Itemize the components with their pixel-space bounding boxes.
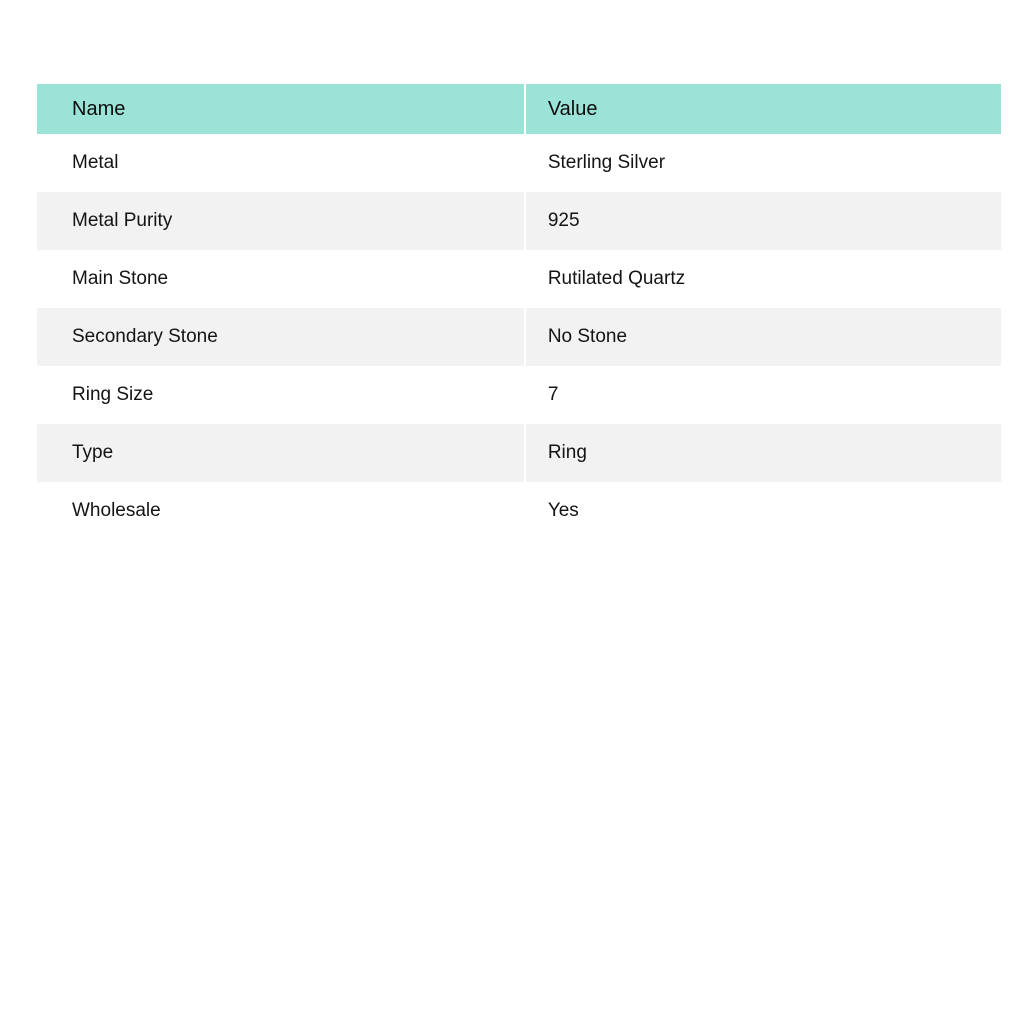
product-spec-table	[37, 84, 1001, 540]
table-row	[37, 250, 1001, 308]
attribute-name: Type	[37, 424, 524, 482]
attribute-name: Metal	[37, 134, 524, 192]
attribute-value: Sterling Silver	[524, 134, 1001, 192]
attribute-value: No Stone	[524, 308, 1001, 366]
header-name: Name	[37, 84, 524, 134]
header-value: Value	[524, 84, 1001, 134]
table-header-row	[37, 84, 1001, 134]
attribute-value: Ring	[524, 424, 1001, 482]
table-row	[37, 424, 1001, 482]
table-row	[37, 308, 1001, 366]
attribute-value: Rutilated Quartz	[524, 250, 1001, 308]
attribute-name: Main Stone	[37, 250, 524, 308]
table-row	[37, 482, 1001, 540]
table-row	[37, 192, 1001, 250]
attribute-name: Metal Purity	[37, 192, 524, 250]
table-row	[37, 366, 1001, 424]
attribute-value: Yes	[524, 482, 1001, 540]
attribute-value: 7	[524, 366, 1001, 424]
attribute-name: Ring Size	[37, 366, 524, 424]
attribute-value: 925	[524, 192, 1001, 250]
attribute-name: Wholesale	[37, 482, 524, 540]
attribute-name: Secondary Stone	[37, 308, 524, 366]
spec-table	[37, 84, 1001, 540]
table-row	[37, 134, 1001, 192]
